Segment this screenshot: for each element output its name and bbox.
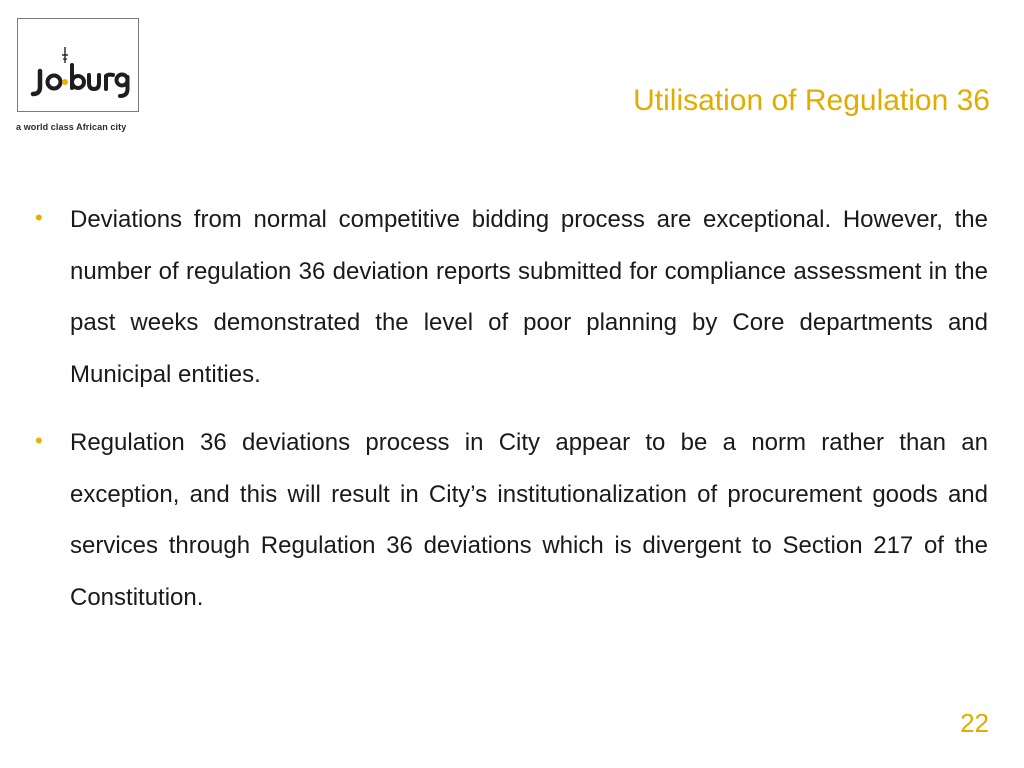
bullet-text: Deviations from normal competitive bidding process are exceptional. However, the number of regulation 36 deviation reports submitted for compliance assessment in the past weeks demonstrated the level of poor planning by Core departments and Municipal entities. [70,206,988,388]
bullet-list [0,194,1024,640]
bullet-text: Regulation 36 deviations process in City appear to be a norm rather than an exception, and this will result in City’s institutionalization of procurement goods and services through Regulation 36 deviations which is divergent to Section 217 of the Constitution. [70,429,988,611]
bullet-item [0,194,1024,400]
logo-frame [17,18,139,112]
bullet-dot-icon: • [35,205,43,230]
page-number: 22 [960,708,989,738]
joburg-logo [17,18,139,134]
logo-tagline: a world class African city [16,122,127,132]
bullet-dot-icon: • [35,428,43,453]
slide-title: Utilisation of Regulation 36 [633,84,990,117]
bullet-item [0,417,1024,623]
joburg-wordmark-icon [18,19,138,111]
